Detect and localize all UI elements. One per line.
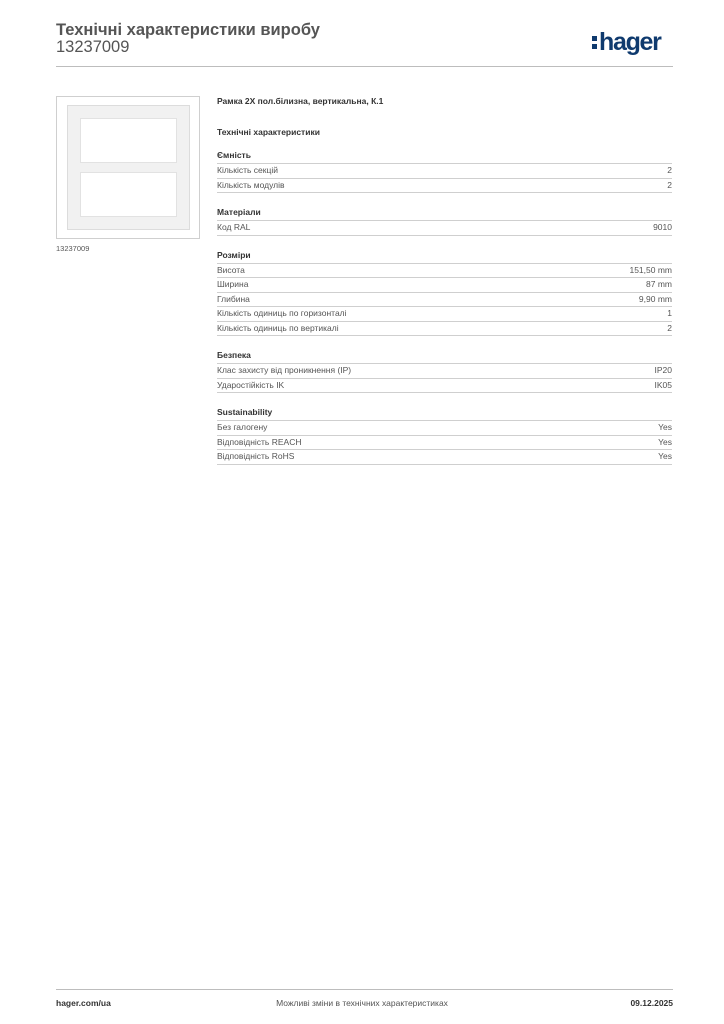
spec-row [217, 221, 672, 236]
spec-value: 87 mm [646, 279, 672, 289]
spec-table [217, 220, 672, 236]
spec-row [217, 379, 672, 394]
section-title: Розміри [217, 249, 251, 260]
spec-row [217, 179, 672, 194]
spec-table [217, 420, 672, 465]
spec-value: Yes [658, 451, 672, 461]
spec-label: Кількість модулів [217, 179, 285, 190]
spec-row [217, 264, 672, 279]
spec-row [217, 278, 672, 293]
spec-label: Висота [217, 264, 245, 275]
spec-label: Ширина [217, 279, 249, 289]
spec-row [217, 322, 672, 337]
spec-value: 9010 [653, 222, 672, 232]
spec-value: 151,50 mm [629, 264, 672, 275]
spec-row [217, 307, 672, 322]
spec-row [217, 450, 672, 465]
hager-logo [592, 28, 661, 57]
spec-label: Глибина [217, 293, 250, 304]
spec-row [217, 164, 672, 179]
spec-label: Відповідність REACH [217, 436, 302, 447]
spec-value: 1 [667, 308, 672, 318]
product-image [56, 96, 200, 239]
footer-divider [56, 989, 673, 990]
spec-row [217, 421, 672, 436]
spec-label: Кількість одиниць по горизонталі [217, 308, 347, 318]
footer-date: 09.12.2025 [630, 998, 673, 1008]
spec-table [217, 363, 672, 393]
double-frame-icon [67, 105, 190, 230]
spec-heading: Технічні характеристики [217, 127, 320, 137]
spec-value: IP20 [654, 365, 672, 375]
footer-website: hager.com/ua [56, 998, 111, 1008]
header-divider [56, 66, 673, 67]
spec-row [217, 436, 672, 451]
frame-opening-bottom [80, 172, 177, 217]
spec-value: Yes [658, 422, 672, 432]
spec-label: Кількість секцій [217, 165, 278, 175]
spec-value: IK05 [654, 379, 672, 390]
spec-label: Клас захисту від проникнення (IP) [217, 365, 352, 375]
spec-value: Yes [658, 436, 672, 447]
frame-opening-top [80, 118, 177, 163]
section-title: Ємність [217, 150, 251, 160]
product-name: Рамка 2Х пол.білизна, вертикальна, К.1 [217, 96, 384, 106]
spec-value: 2 [667, 165, 672, 175]
footer-note: Можливі зміни в технічних характеристиках [276, 998, 448, 1008]
spec-value: 2 [667, 322, 672, 333]
spec-table [217, 263, 672, 337]
section-title: Sustainability [217, 407, 273, 417]
header-title: Технічні характеристики виробу [56, 21, 320, 39]
spec-value: 9,90 mm [638, 293, 672, 304]
spec-content [217, 96, 672, 465]
spec-table [217, 163, 672, 193]
spec-label: Код RAL [217, 222, 251, 232]
spec-label: Відповідність RoHS [217, 451, 295, 461]
spec-row [217, 364, 672, 379]
section-title: Матеріали [217, 207, 261, 217]
header-product-code: 13237009 [56, 38, 130, 56]
logo-dots-icon [592, 34, 598, 50]
logo-text: hager [599, 28, 661, 56]
spec-label: Ударостійкість IK [217, 379, 285, 390]
spec-label: Без галогену [217, 422, 268, 432]
spec-sections [217, 150, 672, 465]
spec-value: 2 [667, 179, 672, 190]
spec-row [217, 293, 672, 308]
spec-label: Кількість одиниць по вертикалі [217, 322, 339, 333]
image-caption: 13237009 [56, 244, 90, 253]
section-title: Безпека [217, 350, 251, 360]
